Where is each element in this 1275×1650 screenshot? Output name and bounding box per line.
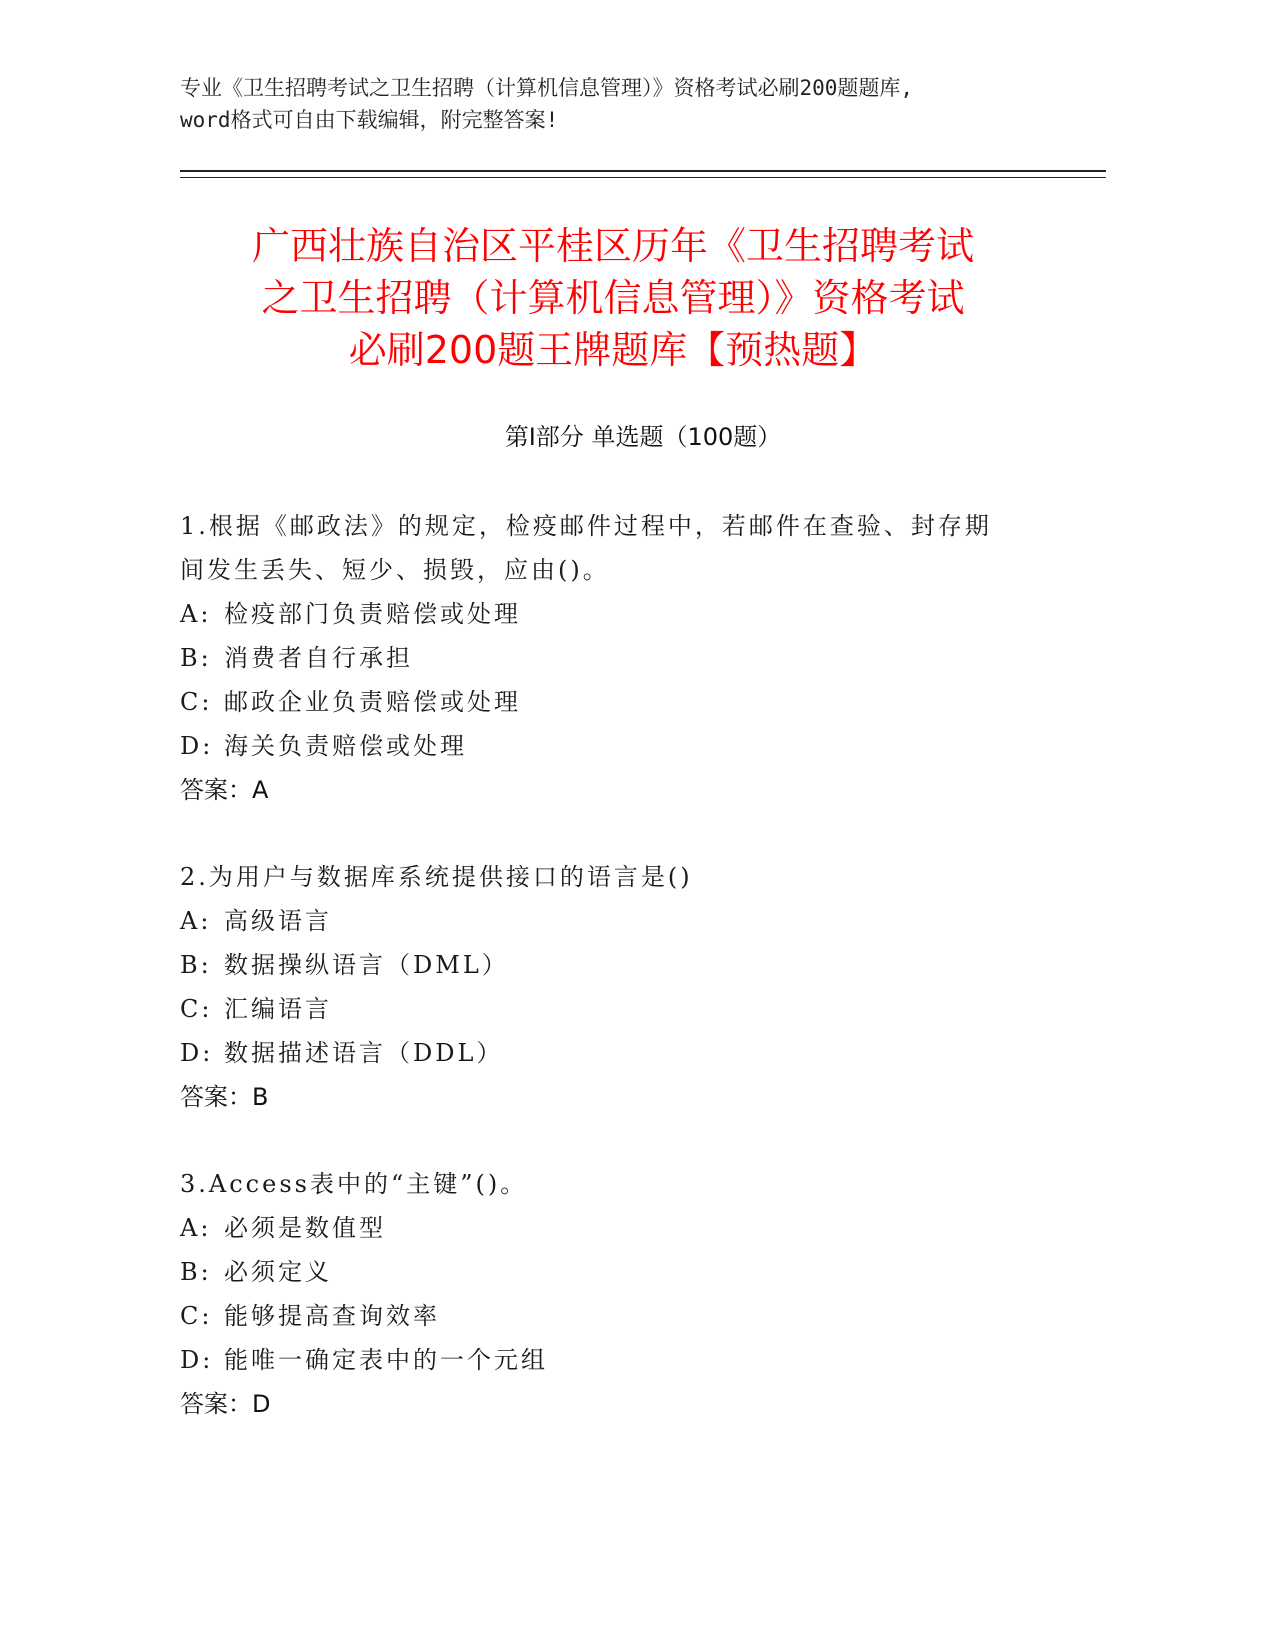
option-letter: C: — [180, 688, 213, 716]
answer-line: 答案：B — [180, 1083, 269, 1111]
option-text: 海关负责赔偿或处理 — [224, 732, 467, 760]
option-text: 高级语言 — [224, 907, 332, 935]
question-1 — [180, 504, 1080, 812]
option-text: 能够提高查询效率 — [224, 1302, 440, 1330]
option-letter: C: — [180, 995, 213, 1023]
header-rule-thin — [180, 177, 1106, 178]
header-rule-thick — [180, 170, 1106, 172]
option-letter: B: — [180, 1258, 212, 1286]
option-text: 数据描述语言（DDL） — [224, 1039, 504, 1067]
option-c — [180, 987, 1080, 1031]
option-letter: D: — [180, 1039, 214, 1067]
option-a — [180, 592, 1080, 636]
option-b — [180, 1250, 1080, 1294]
option-letter: D: — [180, 1346, 214, 1374]
option-text: 汇编语言 — [224, 995, 332, 1023]
header-note-line1: 专业《卫生招聘考试之卫生招聘（计算机信息管理）》资格考试必刷200题题库, — [180, 76, 914, 100]
option-d — [180, 724, 1080, 768]
question-stem-continued: 间发生丢失、短少、损毁，应由()。 — [180, 556, 610, 584]
option-text: 数据操纵语言（DML） — [224, 951, 509, 979]
option-d — [180, 1031, 1080, 1075]
question-3 — [180, 1162, 1080, 1426]
option-text: 能唯一确定表中的一个元组 — [224, 1346, 548, 1374]
option-letter: A: — [180, 600, 212, 628]
option-text: 邮政企业负责赔偿或处理 — [224, 688, 521, 716]
option-c — [180, 680, 1080, 724]
option-letter: C: — [180, 1302, 213, 1330]
option-d — [180, 1338, 1080, 1382]
option-letter: B: — [180, 951, 212, 979]
document-title-line1: 广西壮族自治区平桂区历年《卫生招聘考试 — [251, 224, 974, 268]
option-text: 消费者自行承担 — [224, 644, 413, 672]
answer-line: 答案：D — [180, 1390, 271, 1418]
document-title — [150, 220, 1076, 376]
option-text: 检疫部门负责赔偿或处理 — [224, 600, 521, 628]
question-list — [180, 504, 1080, 1469]
header-note-line2: word格式可自由下载编辑，附完整答案! — [180, 108, 559, 132]
option-c — [180, 1294, 1080, 1338]
question-stem: 2.为用户与数据库系统提供接口的语言是() — [180, 863, 693, 891]
document-title-line3: 必刷200题王牌题库【预热题】 — [348, 328, 878, 372]
option-text: 必须定义 — [224, 1258, 332, 1286]
option-a — [180, 899, 1080, 943]
option-b — [180, 636, 1080, 680]
option-a — [180, 1206, 1080, 1250]
question-2 — [180, 855, 1080, 1119]
option-letter: A: — [180, 1214, 212, 1242]
option-letter: A: — [180, 907, 212, 935]
option-text: 必须是数值型 — [224, 1214, 386, 1242]
document-title-line2: 之卫生招聘（计算机信息管理）》资格考试 — [261, 276, 965, 320]
header-note — [180, 72, 1100, 136]
section-title: 第Ⅰ部分 单选题（100题） — [504, 423, 782, 451]
option-letter: D: — [180, 732, 214, 760]
option-b — [180, 943, 1080, 987]
question-stem: 3.Access表中的“主键”()。 — [180, 1170, 528, 1198]
answer-line: 答案：A — [180, 776, 269, 804]
option-letter: B: — [180, 644, 212, 672]
question-stem: 1.根据《邮政法》的规定，检疫邮件过程中，若邮件在查验、封存期 — [180, 512, 992, 540]
